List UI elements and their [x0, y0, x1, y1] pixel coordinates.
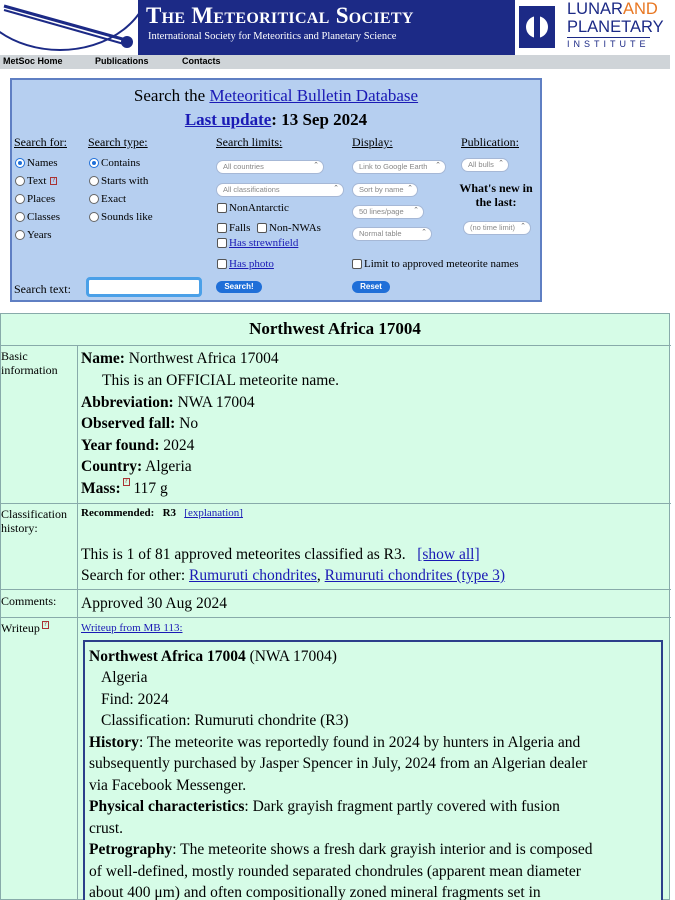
checkbox-icon[interactable]: [257, 223, 267, 233]
help-icon[interactable]: ?: [52, 177, 56, 184]
radio-icon[interactable]: [89, 212, 99, 222]
nonantarctic-option[interactable]: [217, 202, 289, 214]
radio-icon[interactable]: [89, 176, 99, 186]
class-count-text: This is 1 of 81 approved meteorites classified as R3.: [81, 546, 406, 563]
abbrev-value: NWA 17004: [177, 394, 255, 411]
lpi-emblem-icon: [519, 6, 555, 48]
country-value: Algeria: [145, 458, 192, 475]
option-label: Names: [27, 157, 58, 169]
name-label: Name:: [81, 350, 125, 367]
nonnwas-option[interactable]: [257, 222, 321, 234]
search-text-label: Search text:: [14, 282, 71, 296]
radio-icon[interactable]: [15, 194, 25, 204]
society-title[interactable]: The Meteoritical Society: [146, 3, 414, 28]
wu-phys-2: crust.: [89, 820, 124, 837]
meteor-logo-icon[interactable]: [0, 0, 138, 55]
checkbox-icon[interactable]: [217, 238, 227, 248]
search-button[interactable]: Search!: [216, 281, 262, 293]
radio-icon[interactable]: [15, 230, 25, 240]
nav-contacts[interactable]: Contacts: [182, 56, 221, 66]
search-for-places[interactable]: [15, 193, 55, 205]
class-count-row: [81, 544, 480, 566]
help-icon[interactable]: ?: [43, 621, 47, 628]
year-row: [81, 435, 194, 457]
whats-new-label: What's new in the last:: [459, 181, 533, 209]
wu-history-3: via Facebook Messenger.: [89, 777, 247, 794]
lines-select[interactable]: 50 lines/page ⌃: [352, 205, 424, 219]
radio-icon[interactable]: [89, 194, 99, 204]
search-for-heading: Search for:: [14, 135, 67, 149]
explanation-link[interactable]: [explanation]: [184, 507, 243, 519]
mass-label: Mass:: [81, 480, 121, 497]
checkbox-icon[interactable]: [217, 223, 227, 233]
writeup-box: [83, 640, 663, 900]
radio-icon[interactable]: [89, 158, 99, 168]
rumuruti-link[interactable]: Rumuruti chondrites: [189, 567, 317, 584]
wu-phys-label: Physical characteristics: [89, 798, 245, 815]
table-select[interactable]: Normal table ⌃: [352, 227, 432, 241]
option-label: Sounds like: [101, 211, 153, 223]
observed-value: No: [179, 415, 199, 432]
option-label: Falls: [229, 222, 251, 234]
option-label: Starts with: [101, 175, 149, 187]
publication-heading: Publication:: [461, 135, 519, 149]
official-note: This is an OFFICIAL meteorite name.: [102, 372, 340, 389]
option-label: Places: [27, 193, 56, 205]
lpi-planetary: PLANETARY: [567, 18, 664, 36]
strewnfield-option[interactable]: [217, 237, 298, 249]
mass-value: 117 g: [133, 480, 168, 497]
option-label: Non-NWAs: [269, 222, 321, 234]
type-starts-with[interactable]: [89, 175, 148, 187]
wu-country: Algeria: [101, 669, 148, 686]
search-type-heading: Search type:: [88, 135, 148, 149]
display-heading: Display:: [352, 135, 393, 149]
option-label: Text: [27, 175, 47, 187]
photo-option[interactable]: [217, 258, 274, 270]
writeup-link[interactable]: Writeup from MB 113:: [81, 622, 183, 634]
wu-history-text: : The meteorite was reportedly found in 2024 by hunters in Algeria and: [138, 734, 581, 751]
radio-icon[interactable]: [15, 158, 25, 168]
wu-classification: Classification: Rumuruti chondrite (R3): [101, 712, 349, 729]
search-for-classes[interactable]: [15, 211, 60, 223]
comments-label: Comments:: [1, 594, 57, 608]
falls-option[interactable]: [217, 222, 250, 234]
country-label: Country:: [81, 458, 143, 475]
observed-label: Observed fall:: [81, 415, 176, 432]
recommended-label: Recommended:: [81, 507, 155, 519]
classifications-select[interactable]: All classifications ⌃: [216, 183, 344, 197]
checkbox-icon[interactable]: [352, 259, 362, 269]
search-limits-heading: Search limits:: [216, 135, 283, 149]
option-label: Years: [27, 229, 52, 241]
search-for-text[interactable]: [15, 175, 57, 187]
option-label: Exact: [101, 193, 127, 205]
abbrev-row: [81, 392, 255, 414]
checkbox-icon[interactable]: [217, 203, 227, 213]
bulls-select[interactable]: All bulls ⌃: [461, 158, 509, 172]
name-value: Northwest Africa 17004: [128, 350, 279, 367]
option-label: NonAntarctic: [229, 202, 289, 214]
search-other-row: Search for other: Rumuruti chondrites, Rumuruti chondrites (type 3): [81, 567, 506, 584]
search-input[interactable]: [86, 277, 202, 297]
search-title-prefix: Search the: [133, 86, 210, 105]
writeup-label: Writeup: [1, 621, 40, 635]
limit-approved-option[interactable]: [352, 258, 519, 270]
wu-petro-1: [89, 839, 593, 861]
search-panel: [10, 78, 542, 302]
type-contains[interactable]: [89, 157, 140, 169]
nav-bar: [0, 55, 670, 69]
wu-history-label: History: [89, 734, 139, 751]
last-update: [12, 110, 540, 130]
year-value: 2024: [163, 437, 195, 454]
year-label: Year found:: [81, 437, 160, 454]
writeup-source: [81, 620, 183, 636]
wu-petro-2: of well-defined, mostly rounded separated chondrules (apparent mean diameter: [89, 863, 581, 880]
link-select[interactable]: Link to Google Earth ⌃: [352, 160, 446, 174]
site-banner: [0, 0, 675, 55]
basic-info-label: Basic information: [1, 349, 58, 377]
society-subtitle: International Society for Meteoritics and Planetary Science: [148, 31, 397, 42]
option-label: Classes: [27, 211, 60, 223]
nav-publications[interactable]: Publications: [95, 56, 149, 66]
lpi-institute: INSTITUTE: [567, 39, 650, 49]
type-exact[interactable]: [89, 193, 126, 205]
search-for-names[interactable]: [15, 157, 58, 169]
name-row: [81, 348, 279, 370]
writeup-label-row: [1, 621, 49, 635]
wu-history-1: [89, 732, 580, 754]
class-history-label: Classification history:: [1, 507, 67, 535]
sort-select[interactable]: Sort by name ⌃: [352, 183, 418, 197]
mass-row: [81, 478, 168, 500]
wu-petro-text: : The meteorite shows a fresh dark grayish interior and is composed: [172, 841, 593, 858]
observed-row: [81, 413, 198, 435]
record-title: Northwest Africa 17004: [249, 319, 421, 338]
wu-petro-3: about 400 μm) and often compositionally zoned mineral fragments set in: [89, 884, 541, 900]
recommended-row: [81, 505, 243, 521]
comments-value: Approved 30 Aug 2024: [81, 595, 227, 612]
wu-name: Northwest Africa 17004: [89, 648, 246, 665]
meteorite-record: [0, 313, 670, 900]
option-label: Contains: [101, 157, 141, 169]
lpi-and: AND: [622, 0, 658, 18]
search-other-label: Search for other:: [81, 567, 190, 584]
wu-history-2: subsequently purchased by Jasper Spencer in July, 2024 from an Algerian dealer: [89, 755, 588, 772]
radio-icon[interactable]: [15, 212, 25, 222]
wu-find: Find: 2024: [101, 691, 169, 708]
strewnfield-link[interactable]: Has strewnfield: [229, 237, 299, 249]
wu-title: [89, 646, 337, 668]
search-for-years[interactable]: [15, 229, 52, 241]
last-update-link[interactable]: Last update: [184, 110, 272, 129]
wu-phys-text: : Dark grayish fragment partly covered with fusion: [244, 798, 560, 815]
abbrev-label: Abbreviation:: [81, 394, 174, 411]
last-update-date: : 13 Sep 2024: [271, 110, 368, 129]
help-icon[interactable]: ?: [124, 478, 128, 485]
time-limit-select[interactable]: (no time limit) ⌃: [463, 221, 531, 235]
wu-petro-label: Petrography: [89, 841, 173, 858]
show-all-link[interactable]: [show all]: [417, 546, 480, 563]
lpi-lunar: LUNAR: [567, 0, 623, 18]
wu-abbr: (NWA 17004): [245, 648, 337, 665]
lpi-logo[interactable]: [515, 0, 675, 55]
wu-phys-1: [89, 796, 560, 818]
photo-link[interactable]: Has photo: [229, 258, 274, 270]
nav-metsoc-home[interactable]: MetSoc Home: [3, 56, 63, 66]
option-label: Limit to approved meteorite names: [364, 258, 519, 270]
countries-select[interactable]: All countries ⌃: [216, 160, 324, 174]
type-sounds-like[interactable]: [89, 211, 153, 223]
recommended-value: R3: [162, 507, 177, 519]
database-link[interactable]: Meteoritical Bulletin Database: [209, 86, 419, 105]
radio-icon[interactable]: [15, 176, 25, 186]
reset-button[interactable]: Reset: [352, 281, 390, 293]
country-row: [81, 456, 192, 478]
search-title: [12, 86, 540, 106]
checkbox-icon[interactable]: [217, 259, 227, 269]
rumuruti-type3-link[interactable]: Rumuruti chondrites (type 3): [324, 567, 506, 584]
